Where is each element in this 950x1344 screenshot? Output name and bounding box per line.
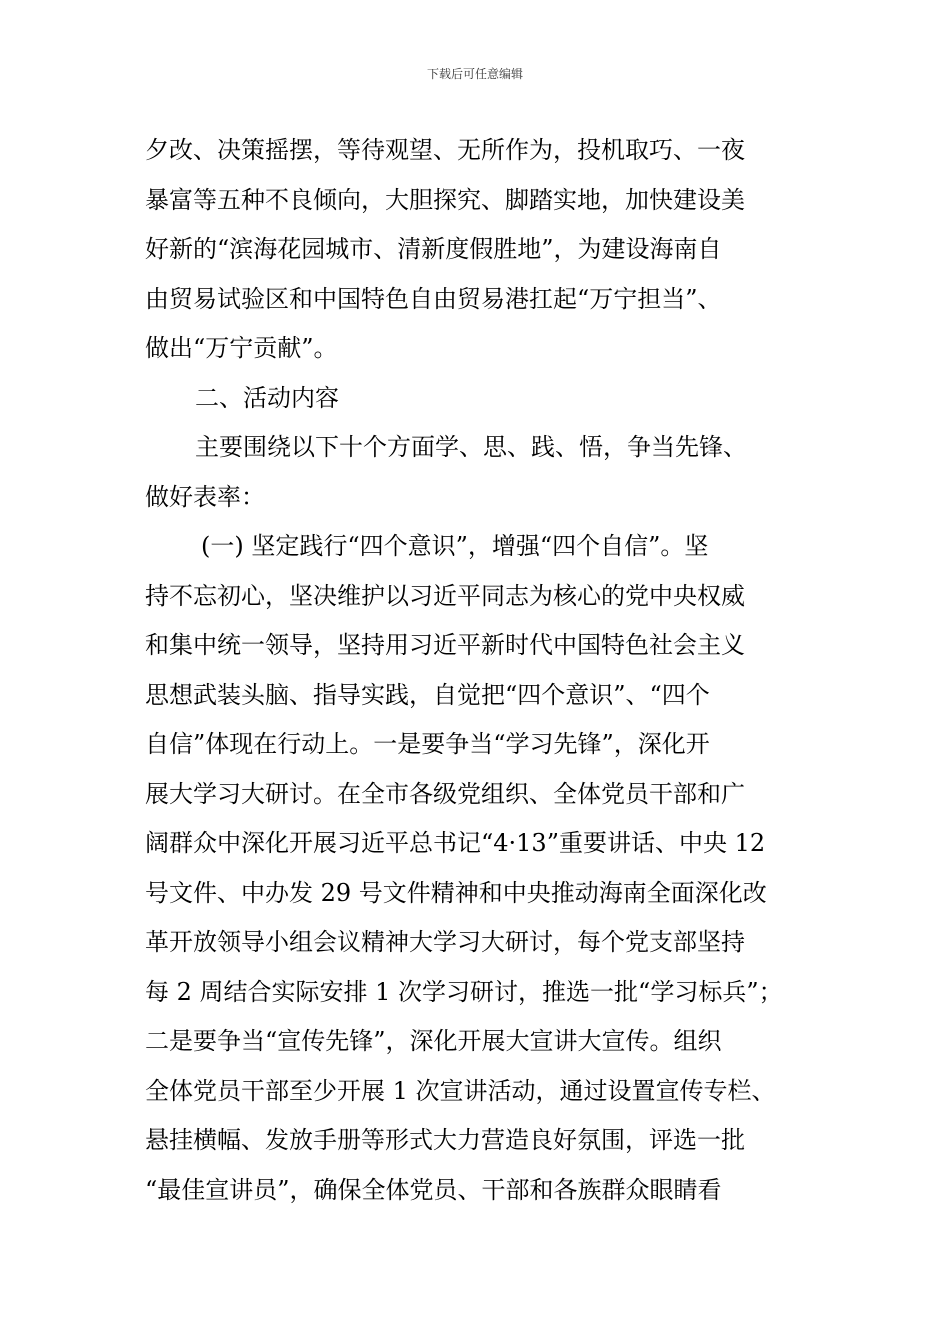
text-line: 革开放领导小组会议精神大学习大研讨，每个党支部坚持 xyxy=(145,928,745,956)
text-line: “最佳宣讲员”，确保全体党员、干部和各族群众眼睛看 xyxy=(145,1175,722,1204)
text-line: 每 2 周结合实际安排 1 次学习研讨，推选一批“学习标兵”； xyxy=(145,977,783,1006)
text-line: 持不忘初心，坚决维护以习近平同志为核心的党中央权威 xyxy=(145,581,745,610)
text-line: 好新的“滨海花园城市、清新度假胜地”，为建设海南自 xyxy=(145,235,722,263)
text-line: 和集中统一领导，坚持用习近平新时代中国特色社会主义 xyxy=(145,631,745,659)
document-body xyxy=(145,126,810,1215)
text-line: 做好表率： xyxy=(145,482,265,511)
text-line: 主要围绕以下十个方面学、思、践、悟，争当先锋、 xyxy=(195,433,747,461)
page-header: 下载后可任意编辑 xyxy=(426,67,523,81)
text-line: 阔群众中深化开展习近平总书记“4·13”重要讲话、中央 12 xyxy=(145,829,766,857)
text-line: 二是要争当“宣传先锋”，深化开展大宣讲大宣传。组织 xyxy=(145,1027,722,1055)
text-line: 由贸易试验区和中国特色自由贸易港扛起“万宁担当”、 xyxy=(145,284,722,313)
text-line: 夕改、决策摇摆，等待观望、无所作为，投机取巧、一夜 xyxy=(145,136,745,164)
subsection-heading-line: (一) 坚定践行“四个意识”，增强“四个自信”。坚 xyxy=(201,532,709,560)
text-line: 展大学习大研讨。在全市各级党组织、全体党员干部和广 xyxy=(145,779,745,808)
text-line: 暴富等五种不良倾向，大胆探究、脚踏实地，加快建设美 xyxy=(145,185,745,214)
text-line: 思想武装头脑、指导实践，自觉把“四个意识”、“四个 xyxy=(145,680,710,709)
text-line: 全体党员干部至少开展 1 次宣讲活动，通过设置宣传专栏、 xyxy=(145,1076,776,1105)
text-line: 做出“万宁贡献”。 xyxy=(145,334,338,362)
section-heading: 二、活动内容 xyxy=(195,383,339,412)
text-line: 自信”体现在行动上。一是要争当“学习先锋”，深化开 xyxy=(145,730,710,758)
text-line: 悬挂横幅、发放手册等形式大力营造良好氛围，评选一批 xyxy=(145,1126,745,1154)
text-line: 号文件、中办发 29 号文件精神和中央推动海南全面深化改 xyxy=(145,878,767,907)
